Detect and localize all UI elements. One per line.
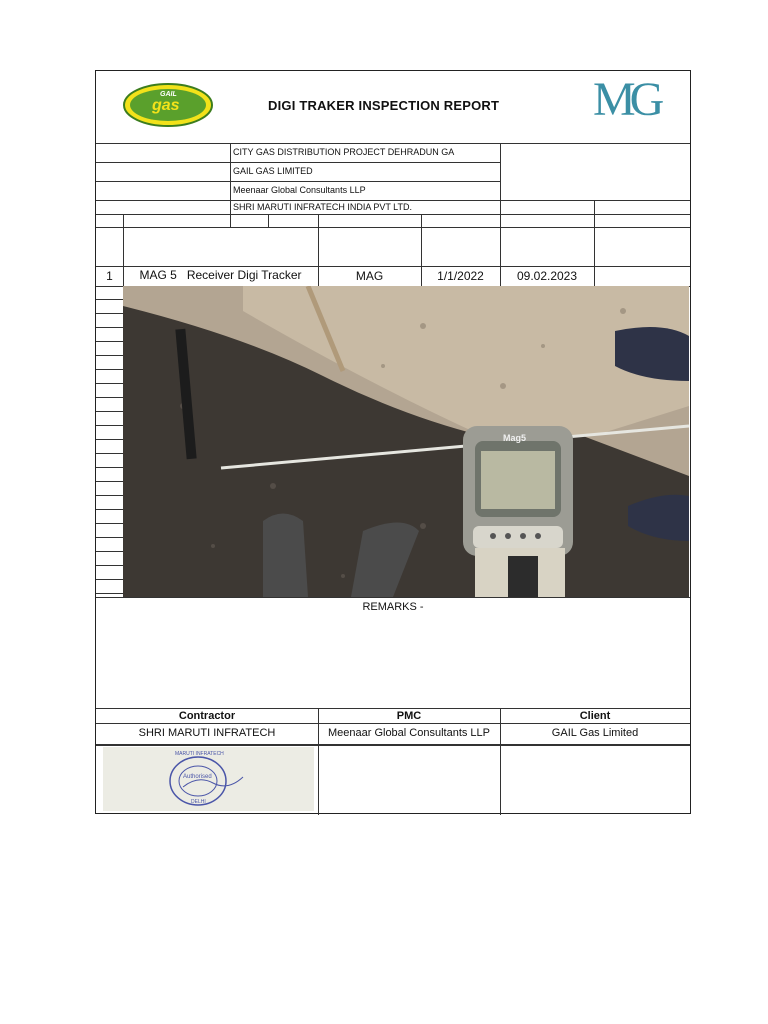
signoff-header-contractor: Contractor: [178, 710, 236, 722]
mg-logo: MG: [593, 73, 659, 126]
signoff-value-pmc: Meenaar Global Consultants LLP: [327, 727, 491, 739]
signoff-header-client: Client: [579, 710, 611, 722]
photo-left-row-grid: [96, 286, 123, 597]
pmc-name: Meenaar Global Consultants LLP: [233, 185, 366, 195]
field-photo: [123, 286, 689, 597]
signoff-header-pmc: PMC: [396, 710, 422, 722]
owner-name: GAIL GAS LIMITED: [233, 166, 313, 176]
signoff-value-client: GAIL Gas Limited: [551, 727, 639, 739]
gail-gas-logo: [122, 82, 214, 128]
gail-logo-text-top: GAIL: [160, 91, 177, 98]
item-date-1: 1/1/2022: [437, 269, 484, 283]
item-date-2: 09.02.2023: [516, 269, 578, 283]
remarks-label: REMARKS -: [362, 601, 424, 613]
stamp-bottom-text: DELHI: [191, 799, 206, 805]
contractor-stamp: [103, 747, 314, 811]
inspection-report-sheet: [95, 70, 691, 814]
contractor-name: SHRI MARUTI INFRATECH INDIA PVT LTD.: [233, 202, 413, 212]
stamp-ring-text: MARUTI INFRATECH: [175, 751, 224, 757]
stamp-inner-text: Authorised: [183, 774, 212, 780]
gail-logo-text-bottom: gas: [152, 97, 180, 114]
device-label: Mag5: [503, 433, 527, 443]
report-title: DIGI TRAKER INSPECTION REPORT: [268, 98, 500, 113]
signoff-value-contractor: SHRI MARUTI INFRATECH: [138, 727, 276, 739]
item-serial: 1: [106, 269, 113, 283]
item-make: MAG: [355, 269, 384, 283]
item-description: MAG 5 Receiver Digi Tracker: [139, 268, 302, 282]
project-name: CITY GAS DISTRIBUTION PROJECT DEHRADUN GA: [233, 147, 455, 157]
